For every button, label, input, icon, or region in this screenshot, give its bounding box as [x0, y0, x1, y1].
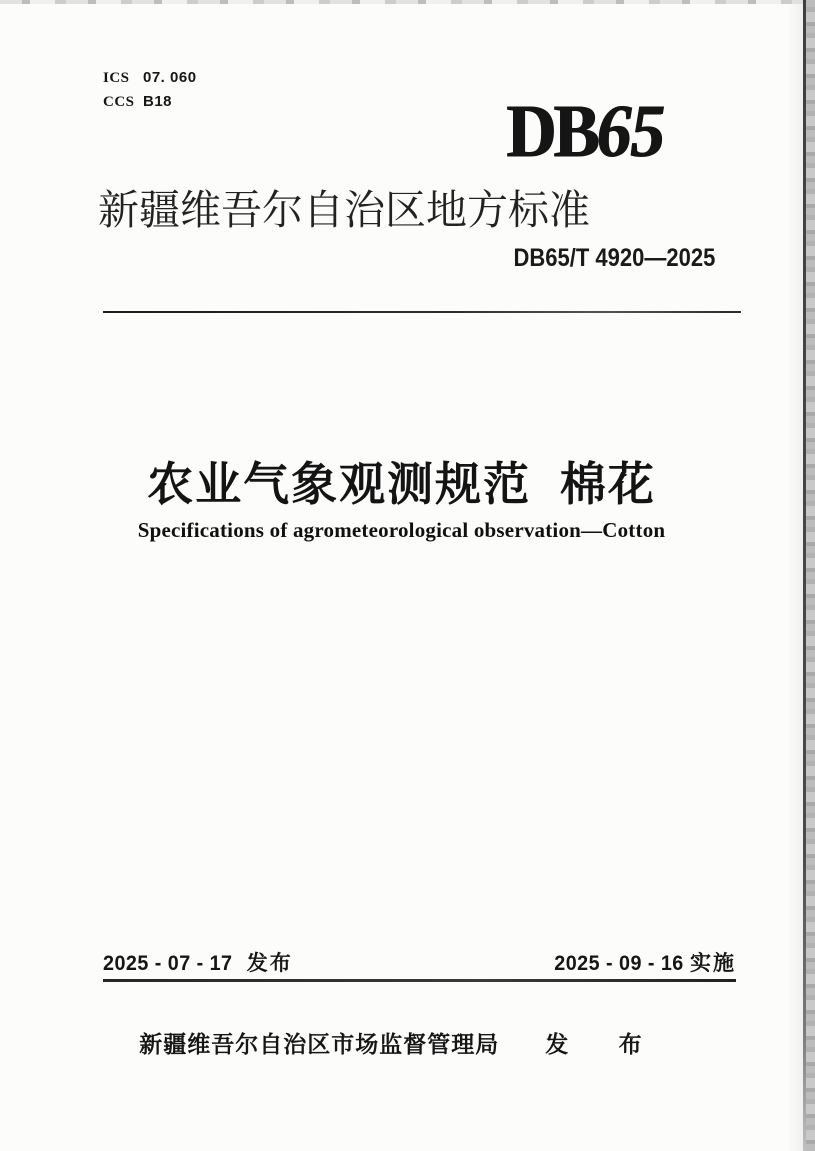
classification-codes: [103, 66, 197, 114]
standard-type-title: 新疆维吾尔自治区地方标准: [98, 187, 590, 233]
standard-number: [103, 244, 715, 273]
standard-number-text: DB65/T 4920—2025: [513, 244, 715, 272]
ics-value: 07. 060: [143, 69, 197, 86]
publisher-row: [0, 1026, 803, 1059]
issue-date: 2025 - 07 - 17: [103, 952, 233, 975]
db65-logo-prefix: DB: [506, 90, 597, 173]
footer-divider-rule: [103, 979, 736, 982]
db65-logo: [506, 90, 664, 173]
document-title-en: Specifications of agrometeorological observation—Cotton: [137, 518, 666, 542]
issue-label: 发布: [246, 952, 293, 975]
implementation-date-group: [546, 947, 736, 977]
scan-right-edge-line: [803, 0, 806, 1151]
ics-code-row: [103, 66, 197, 90]
dates-row: [103, 947, 736, 977]
ics-label: ICS: [103, 70, 130, 86]
implementation-label: 实施: [690, 952, 736, 975]
issue-date-group: [103, 947, 293, 977]
document-title-zh: 农业气象观测规范 棉花: [147, 458, 656, 510]
publish-label: 发 布: [545, 1031, 664, 1057]
ccs-code-row: [103, 90, 197, 114]
scan-paper-shade: [787, 0, 803, 1151]
ccs-value: B18: [143, 93, 173, 110]
implementation-date: 2025 - 09 - 16: [554, 952, 684, 975]
scan-top-edge-artifact: [0, 0, 815, 4]
publisher-name: 新疆维吾尔自治区市场监督管理局: [139, 1031, 500, 1057]
header-divider-rule: [103, 311, 741, 313]
ccs-label: CCS: [103, 94, 135, 110]
db65-logo-digits: 65: [596, 90, 664, 173]
